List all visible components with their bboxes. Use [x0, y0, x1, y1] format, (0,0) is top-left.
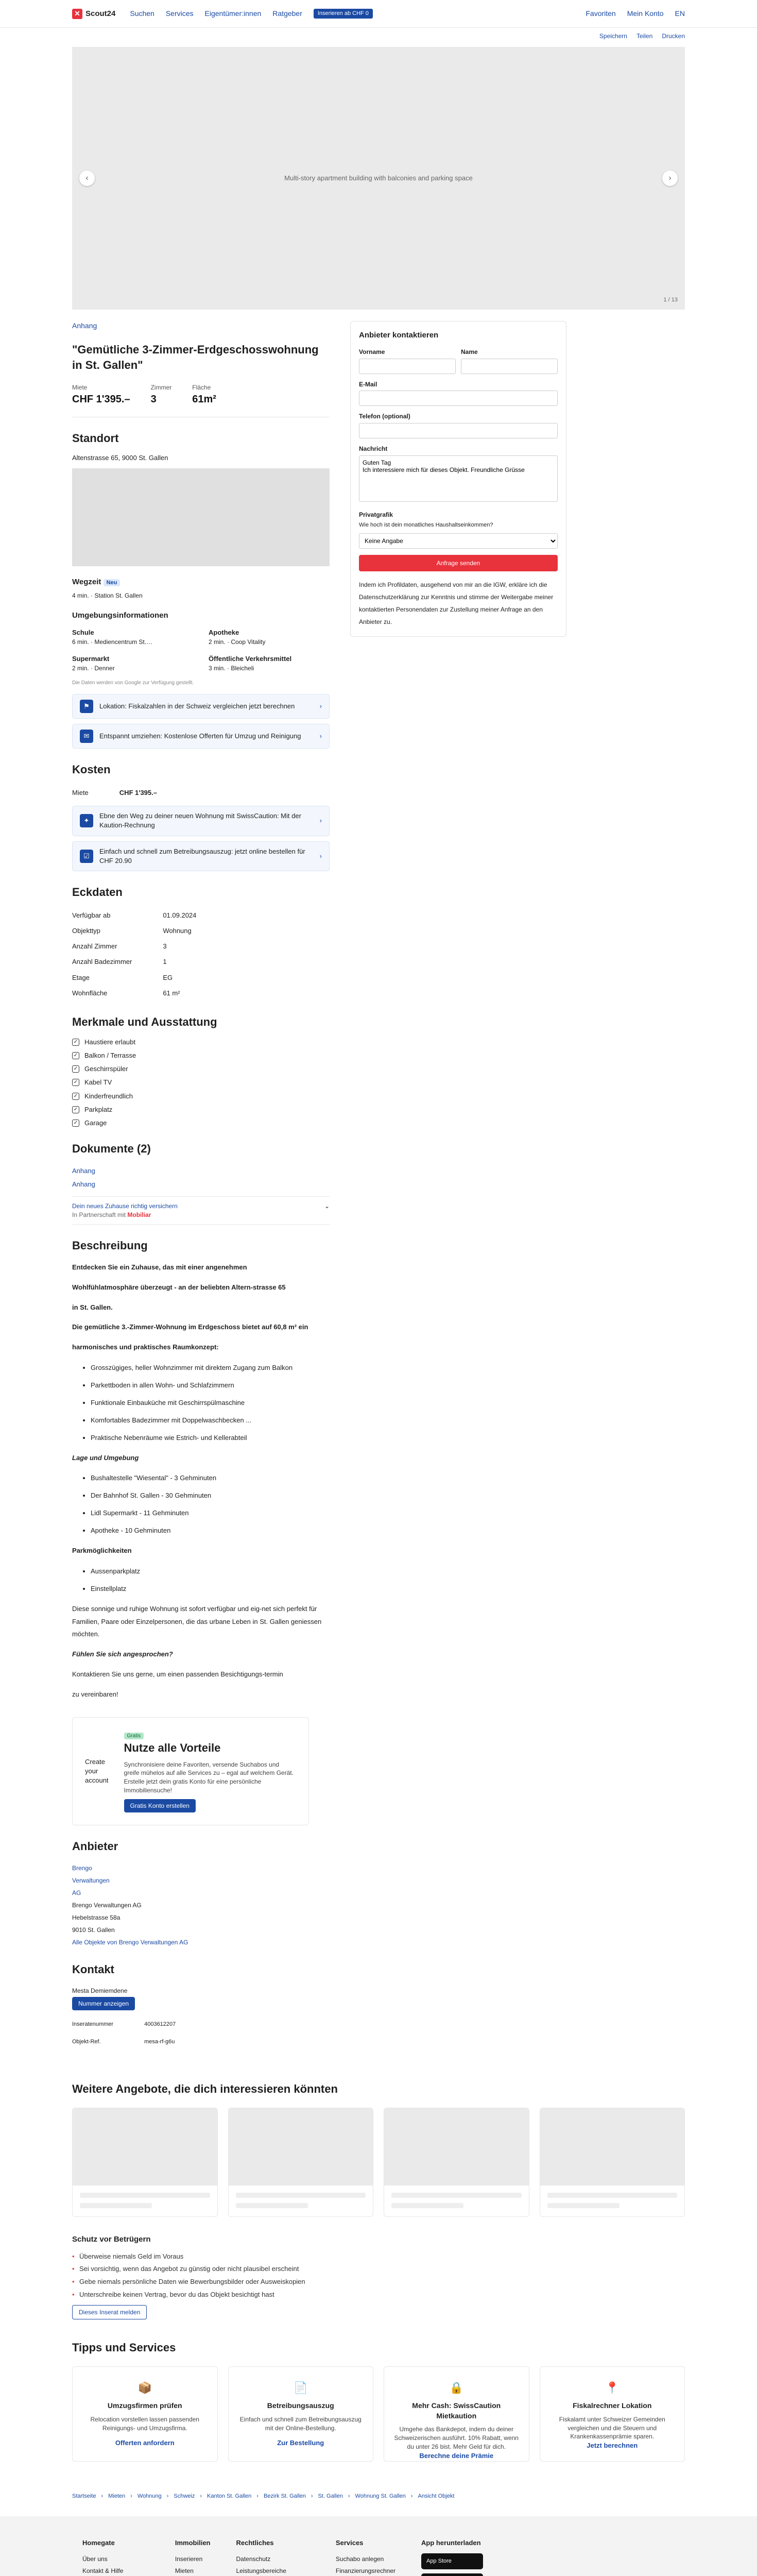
- lock-icon: 🔒: [449, 2381, 463, 2395]
- fact-area: Fläche 61m²: [192, 383, 216, 405]
- promo-left: Create your account: [85, 1757, 109, 1785]
- pin-icon: 📍: [605, 2381, 620, 2395]
- offer-card[interactable]: [228, 2108, 374, 2217]
- phone-input[interactable]: [359, 423, 558, 438]
- crumb[interactable]: Wohnung: [137, 2493, 162, 2500]
- share-link[interactable]: Teilen: [636, 32, 653, 40]
- table-row: Anzahl Badezimmer 1: [72, 958, 167, 966]
- banner-moving[interactable]: ✉ Entspannt umziehen: Kostenlose Offerten für Umzug und Reinigung ›: [72, 724, 330, 749]
- account-promo: [72, 1717, 309, 1825]
- app-download: App herunterladen App Store: [421, 2537, 483, 2576]
- brand-logo[interactable]: [72, 8, 115, 19]
- poi-transit: Öffentliche Verkehrsmittel 3 min. · Bleicheli: [209, 655, 292, 672]
- advertiser-info: Brengo Verwaltungen AG Brengo Verwaltungen AG Hebelstrasse 58a 9010 St. Gallen Alle Objekte von Brengo Verwaltungen AG: [72, 1862, 330, 1948]
- promo-title: Nutze alle Vorteile: [124, 1741, 221, 1754]
- free-badge: Gratis: [124, 1733, 144, 1739]
- poi-school: Schule 6 min. · Mediencentrum St.…: [72, 629, 153, 646]
- service-card-caution[interactable]: 🔒 Mehr Cash: SwissCaution Mietkaution Umgehe das Bankdepot, indem du deiner Schweizerischen ausführt. 10% Rabatt, wenn du unter 26 bist. Mehr Geld für dich. Berechne deine Prämie: [384, 2366, 529, 2462]
- footer-col: Rechtliches Datenschutz Leistungsbereiche: [236, 2538, 286, 2575]
- doc-icon: ☑: [80, 850, 93, 863]
- banner-debt-extract[interactable]: ☑ Einfach und schnell zum Betreibungsauszug: jetzt online bestellen für CHF 20.90 ›: [72, 841, 330, 871]
- list-item: ✓ Kinderfreundlich: [72, 1092, 330, 1101]
- next-arrow-icon[interactable]: ›: [662, 171, 678, 186]
- table-row: Objekttyp Wohnung: [72, 927, 192, 935]
- new-tag: Neu: [104, 579, 121, 586]
- main-column: [72, 310, 330, 2051]
- chevron-right-icon: ›: [319, 702, 322, 710]
- details-heading: Eckdaten: [72, 886, 123, 899]
- attachment-link[interactable]: Anhang: [72, 321, 97, 330]
- logo-mark-icon: ✕: [72, 9, 82, 19]
- docs-heading: Dokumente (2): [72, 1142, 151, 1156]
- header: [0, 0, 757, 28]
- description: Entdecken Sie ein Zuhause, das mit einer angenehmen Wohlfühlatmosphäre überzeugt - an der beliebten Altern-strasse 65 in St. Gallen. Die gemütliche 3.-Zimmer-Wohnung im Erdgeschoss bietet auf 60,8 m² ein harmonisches und praktisches Raumkonzept: • Grosszügiges, heller Wohnzimmer mit direktem Zugang zum Balkon • Parkettboden in allen Wohn- und Schlafzimmern • Funktionale Einbauküche mit Geschirrspülmaschine • Komfortables Badezimmer mit Doppelwaschbecken ... • Praktische Nebenräume wie Estrich- und Kellerabteil Lage und Umgebung • Bushaltestelle "Wiesental" - 3 Gehminuten • Der Bahnhof St. Gallen - 30 Gehminuten • Lidl Supermarkt - 11 Gehminuten • Apotheke - 10 Gehminuten Parkmöglichkeiten • Aussenparkplatz • Einstellplatz Diese sonnige und ruhige Wohnung ist sofort verfügbar und eig-net sich perfekt für Familien, Paare oder Einzelpersonen, die das urbane Leben in St. Gallen geniessen möchten. Fühlen Sie sich angesprochen? Kontaktieren Sie uns gerne, um einen passenden Besichtigungs-termin zu vereinbaren!: [72, 1261, 330, 1701]
- language-link[interactable]: EN: [675, 9, 685, 18]
- list-item: ✓ Garage: [72, 1118, 330, 1128]
- privacy-note: Indem ich Profildaten, ausgehend von mir an die IGW, erkläre ich die Datenschutzerklärung zur Kenntnis und stimme der Weitergabe meiner kontaktierten Personendaten zur Zustellung meiner Anfrage an den Anbieter zu.: [359, 581, 554, 625]
- offer-card[interactable]: [72, 2108, 218, 2217]
- costs-heading: Kosten: [72, 763, 111, 776]
- star-icon: ✦: [80, 814, 93, 827]
- message-input[interactable]: [359, 455, 558, 502]
- chevron-down-icon: ⌄: [324, 1202, 330, 1210]
- email-input[interactable]: [359, 391, 558, 406]
- promo-text: Synchronisiere deine Favoriten, versende Suchabos und greife mühelos auf alle Services zu – egal auf welchem Gerät. Erstelle jetzt dein gratis Konto für eine persönliche Immobiliensuche!: [124, 1760, 294, 1794]
- mail-icon: ✉: [80, 730, 93, 743]
- crumb[interactable]: St. Gallen: [318, 2493, 343, 2500]
- details-table: [72, 908, 227, 1001]
- print-link[interactable]: Drucken: [662, 32, 685, 40]
- crumb[interactable]: Schweiz: [174, 2493, 195, 2500]
- crumb[interactable]: Startseite: [72, 2493, 96, 2500]
- list-item: ✓ Parkplatz: [72, 1105, 330, 1114]
- all-listings-link[interactable]: Alle Objekte von Brengo Verwaltungen AG: [72, 1938, 188, 1946]
- poi-pharmacy: Apotheke 2 min. · Coop Vitality: [209, 629, 266, 646]
- services-heading: Tipps und Services: [72, 2341, 176, 2354]
- footer: [0, 2516, 757, 2576]
- surround-note: Die Daten werden von Google zur Verfügung gestellt.: [72, 680, 194, 686]
- firstname-input[interactable]: [359, 359, 456, 374]
- send-request-button[interactable]: Anfrage senden: [359, 555, 558, 571]
- chevron-right-icon: ›: [319, 852, 322, 860]
- listing-title: "Gemütliche 3-Zimmer-Erdgeschosswohnung in St. Gallen": [72, 343, 319, 372]
- docs-list: [72, 1164, 330, 1191]
- insurance-promo[interactable]: Dein neues Zuhause richtig versichern In Partnerschaft mit Mobiliar ⌄: [72, 1196, 330, 1225]
- banner-location[interactable]: ⚑ Lokation: Fiskalzahlen in der Schweiz vergleichen jetzt berechnen ›: [72, 694, 330, 719]
- offer-cards: [72, 2108, 685, 2217]
- lower-section: [72, 2081, 685, 2500]
- surround-grid: [72, 628, 330, 672]
- brand-name: Scout24: [85, 9, 116, 18]
- list-item: ✓ Balkon / Terrasse: [72, 1051, 330, 1060]
- surround-heading: Umgebungsinformationen: [72, 611, 168, 620]
- show-number-button[interactable]: Nummer anzeigen: [72, 1997, 135, 2010]
- contact-info: Mesta Demiemdene Nummer anzeigen Inseratenummer 4003612207 Objekt-Ref. mesa-rf-g6u: [72, 1987, 176, 2045]
- crumb-current: Ansicht Objekt: [418, 2493, 455, 2500]
- costs-table: Miete CHF 1'395.–: [72, 789, 157, 797]
- breadcrumb: Startseite › Mieten › Wohnung › Schweiz › Kanton St. Gallen › Bezirk St. Gallen › St. Gallen › Wohnung St. Gallen › Ansicht Objekt: [72, 2493, 685, 2500]
- google-play-button[interactable]: [421, 2573, 483, 2576]
- footer-col: Immobilien Inserieren Mieten: [175, 2538, 211, 2575]
- crumb[interactable]: Mieten: [108, 2493, 126, 2500]
- check-icon: ✓: [72, 1106, 79, 1113]
- nav-services[interactable]: Services: [165, 9, 194, 18]
- check-icon: ✓: [72, 1120, 79, 1127]
- nav-owners[interactable]: Eigentümer:innen: [204, 9, 262, 18]
- app-store-button[interactable]: App Store: [421, 2553, 483, 2569]
- features-heading: Merkmale und Ausstattung: [72, 1015, 217, 1028]
- doc-link[interactable]: Anhang: [72, 1180, 95, 1188]
- check-icon: ✓: [72, 1039, 79, 1046]
- banner-caution[interactable]: ✦ Ebne den Weg zu deiner neuen Wohnung mit SwissCaution: Mit der Kaution-Rechnung ›: [72, 806, 330, 836]
- table-row: Anzahl Zimmer 3: [72, 942, 167, 951]
- list-item: ✓ Geschirrspüler: [72, 1064, 330, 1074]
- fact-rent: Miete CHF 1'395.–: [72, 383, 130, 405]
- crumb[interactable]: Bezirk St. Gallen: [263, 2493, 306, 2500]
- contact-info-heading: Kontakt: [72, 1962, 114, 1976]
- features-list: [72, 1038, 330, 1128]
- image-gallery[interactable]: [72, 47, 685, 310]
- contact-form: Anbieter kontaktieren Vorname Name E-Mail Telefon (optional) Nachricht Guten Tag Ich interessiere mich für dieses Objekt. Freundliche Grüsse Privatgrafik Wie hoch ist dein monatliches Haushaltseinkommen? Keine Angabe Anfrage senden Indem ich Profildaten, ausgehend von mir an die IGW, erkläre ich die Datenschutzerklärung zur Kenntnis und stimme der Weitergabe meiner kontaktierten Personendaten zur Zustellung meiner Anfrage an den Anbieter zu.: [350, 321, 566, 637]
- footer-col: Services Suchabo anlegen Finanzierungsrechner: [335, 2538, 395, 2575]
- gallery-image-alt: Multi-story apartment building with balconies and parking space: [284, 174, 473, 182]
- commute-heading: Wegzeit Neu: [72, 577, 330, 587]
- header-actions: [586, 9, 685, 19]
- chevron-right-icon: ›: [319, 732, 322, 740]
- flag-icon: ⚑: [80, 700, 93, 713]
- report-listing-button[interactable]: Dieses Inserat melden: [72, 2305, 147, 2319]
- advertise-pill[interactable]: Inserieren ab CHF 0: [314, 9, 373, 19]
- more-heading: Weitere Angebote, die dich interessieren könnten: [72, 2082, 338, 2096]
- table-row: Etage EG: [72, 973, 173, 981]
- create-account-button[interactable]: Gratis Konto erstellen: [124, 1799, 196, 1812]
- chevron-right-icon: ›: [319, 817, 322, 825]
- crumb[interactable]: Wohnung St. Gallen: [355, 2493, 406, 2500]
- doc-link[interactable]: Anhang: [72, 1166, 95, 1175]
- advertiser-heading: Anbieter: [72, 1839, 118, 1853]
- check-icon: ✓: [72, 1052, 79, 1059]
- save-link[interactable]: Speichern: [599, 32, 627, 40]
- doc-icon: 📄: [294, 2381, 308, 2395]
- contact-heading: Anbieter kontaktieren: [359, 330, 439, 340]
- check-icon: ✓: [72, 1065, 79, 1073]
- service-link[interactable]: Zur Bestellung: [277, 2439, 324, 2447]
- income-select[interactable]: [359, 533, 558, 549]
- advertiser-logo[interactable]: Brengo Verwaltungen AG: [72, 1864, 110, 1896]
- fact-rooms: Zimmer 3: [150, 383, 172, 405]
- footer-columns: [82, 2537, 685, 2576]
- desc-heading: Beschreibung: [72, 1239, 148, 1252]
- service-card-moving[interactable]: 📦 Umzugsfirmen prüfen Relocation vorstellen lassen passenden Reinigungs- und Umzugsfirma. Offerten anfordern: [72, 2366, 218, 2462]
- favorites-link[interactable]: Favoriten: [586, 9, 616, 18]
- check-icon: ✓: [72, 1079, 79, 1086]
- key-facts: [72, 383, 330, 406]
- account-link[interactable]: Mein Konto: [627, 9, 664, 18]
- service-card-tax[interactable]: 📍 Fiskalrechner Lokation Fiskalamt unter Schweizer Gemeinden vergleichen und die Steuern und Krankenkassenprämie sparen. Jetzt berechnen: [540, 2366, 685, 2462]
- footer-col: Homegate Über uns Kontakt & Hilfe: [82, 2538, 124, 2575]
- prev-arrow-icon[interactable]: ‹: [79, 171, 95, 186]
- scam-protection: Schutz vor Betrügern • Überweise niemals Geld im Voraus • Sei vorsichtig, wenn das Angebot zu günstig oder nicht plausibel erscheint • Gebe niemals persönliche Daten wie Bewerbungsbilder oder Ausweiskopien • Unterschreibe keinen Vertrag, bevor du das Objekt besichtigt hast Dieses Inserat melden: [72, 2232, 685, 2319]
- sidebar: [350, 310, 566, 2051]
- service-link[interactable]: Berechne deine Prämie: [419, 2451, 494, 2460]
- location-heading: Standort: [72, 431, 119, 445]
- table-row: Wohnfläche 61 m²: [72, 989, 180, 997]
- box-icon: 📦: [137, 2381, 152, 2395]
- crumb[interactable]: Kanton St. Gallen: [207, 2493, 252, 2500]
- service-card-extract[interactable]: 📄 Betreibungsauszug Einfach und schnell zum Betreibungsauszug mit der Online-Bestellung. Zur Bestellung: [228, 2366, 374, 2462]
- nav-guide[interactable]: Ratgeber: [272, 9, 302, 18]
- table-row: Verfügbar ab 01.09.2024: [72, 911, 197, 919]
- insurance-link[interactable]: Dein neues Zuhause richtig versichern: [72, 1202, 178, 1210]
- check-icon: ✓: [72, 1093, 79, 1100]
- nav-search[interactable]: Suchen: [130, 9, 154, 18]
- offer-card[interactable]: [384, 2108, 529, 2217]
- address: Altenstrasse 65, 9000 St. Gallen: [72, 454, 168, 462]
- lastname-input[interactable]: [461, 359, 558, 374]
- list-item: ✓ Kabel TV: [72, 1078, 330, 1087]
- service-link[interactable]: Jetzt berechnen: [587, 2442, 638, 2450]
- offer-card[interactable]: [540, 2108, 685, 2217]
- map[interactable]: [72, 468, 330, 566]
- poi-supermarket: Supermarkt 2 min. · Denner: [72, 655, 115, 672]
- service-cards: [72, 2366, 685, 2462]
- gallery-counter: 1 / 13: [663, 297, 678, 303]
- listing-actions: [0, 28, 757, 45]
- main-nav: [130, 9, 373, 19]
- commute-row[interactable]: 4 min. · Station St. Gallen: [72, 591, 143, 599]
- content-columns: [72, 310, 685, 2051]
- list-item: ✓ Haustiere erlaubt: [72, 1038, 330, 1047]
- service-link[interactable]: Offerten anfordern: [115, 2439, 175, 2447]
